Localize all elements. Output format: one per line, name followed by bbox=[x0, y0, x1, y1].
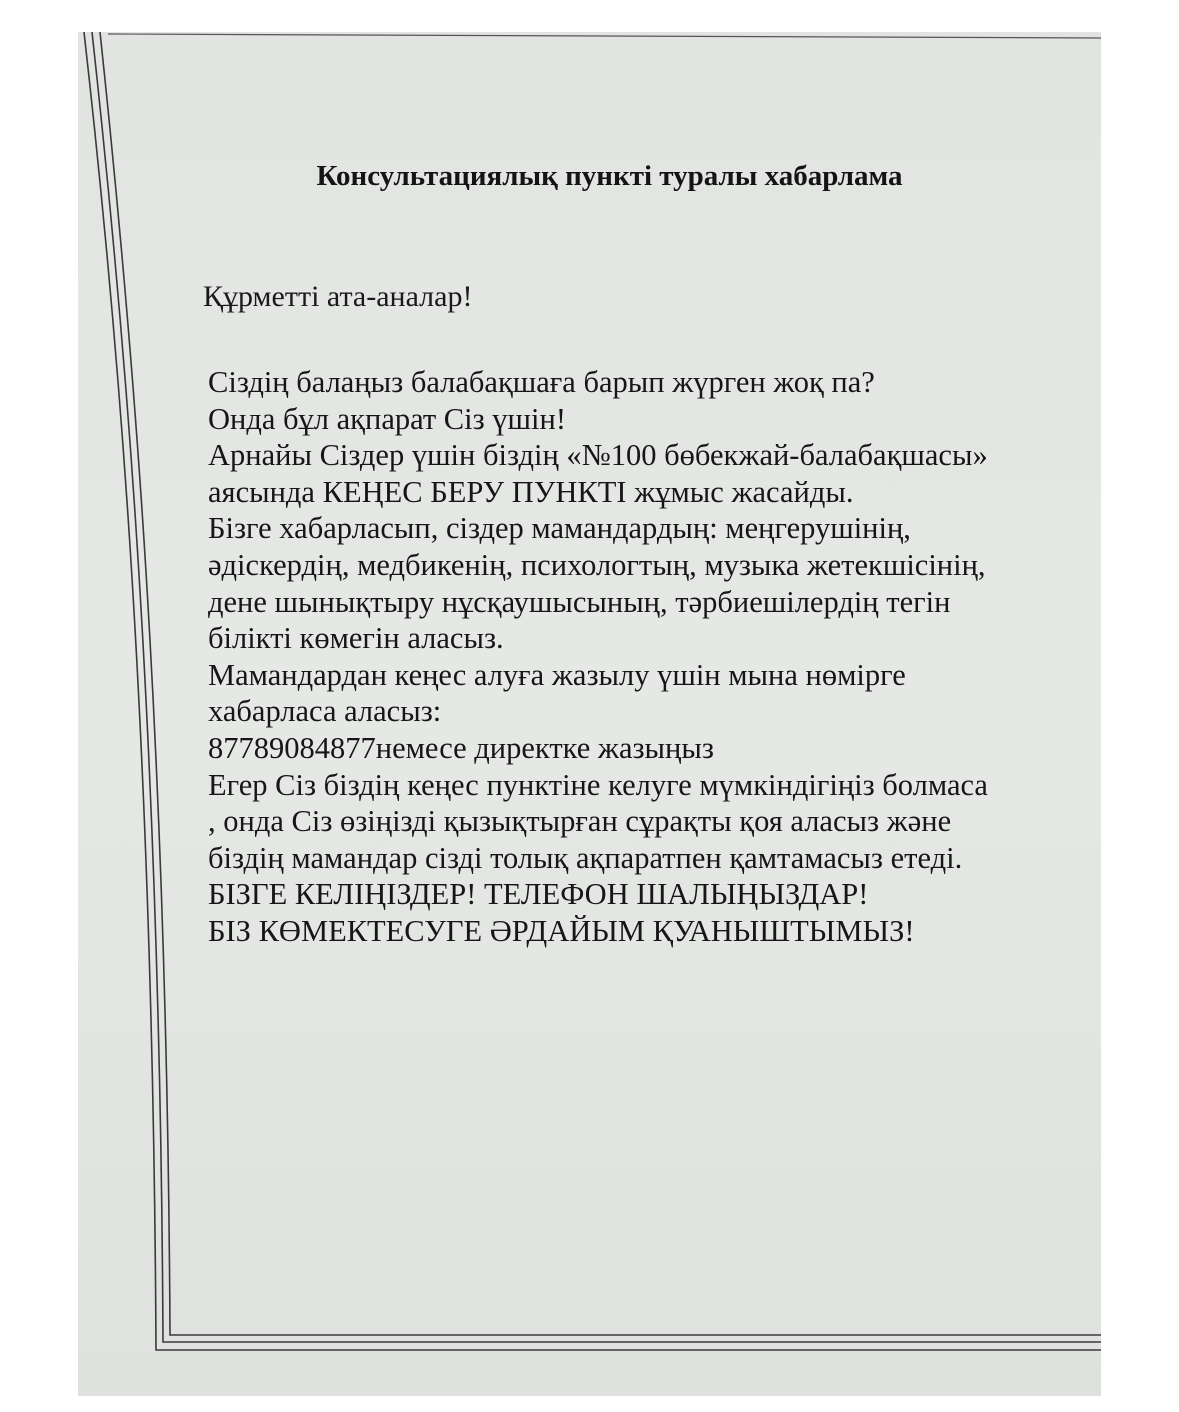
document-body bbox=[208, 364, 988, 950]
closing-line: БІЗ КӨМЕКТЕСУГЕ ӘРДАЙЫМ ҚУАНЫШТЫМЫЗ! bbox=[208, 913, 915, 948]
body-line: Бізге хабарласып, сіздер мамандардың: меңгерушінің, bbox=[208, 511, 911, 546]
body-line: Егер Сіз біздің кеңес пунктіне келуге мүмкіндігіңіз болмаса bbox=[208, 767, 988, 802]
body-line: аясында КЕҢЕС БЕРУ ПУНКТІ жұмыс жасайды. bbox=[208, 474, 854, 509]
body-line: хабарласа аласыз: bbox=[208, 694, 442, 729]
body-line: Мамандардан кеңес алуға жазылу үшін мына нөмірге bbox=[208, 657, 906, 692]
body-line: Арнайы Сіздер үшін біздің «№100 бөбекжай-балабақшасы» bbox=[208, 438, 988, 473]
body-line: білікті көмегін аласыз. bbox=[208, 621, 504, 656]
body-line: әдіскердің, медбикенің, психологтың, музыка жетекшісінің, bbox=[208, 547, 986, 582]
closing-line: БІЗГЕ КЕЛІҢІЗДЕР! ТЕЛЕФОН ШАЛЫҢЫЗДАР! bbox=[208, 877, 869, 912]
phone-line: 87789084877немесе директке жазыңыз bbox=[208, 730, 714, 765]
body-line: дене шынықтыру нұсқаушысының, тәрбиешілердің тегін bbox=[208, 584, 951, 619]
greeting: Құрметті ата-аналар! bbox=[203, 280, 473, 313]
body-line: Онда бұл ақпарат Сіз үшін! bbox=[208, 401, 566, 436]
body-line: Сіздің балаңыз балабақшаға барып жүрген жоқ па? bbox=[208, 365, 875, 399]
body-line: , онда Сіз өзіңізді қызықтырған сұрақты қоя аласыз және bbox=[208, 804, 952, 839]
document-title: Консультациялық пункті туралы хабарлама bbox=[316, 160, 903, 192]
body-line: біздің мамандар сізді толық ақпаратпен қамтамасыз етеді. bbox=[208, 840, 963, 875]
paper-sheet bbox=[78, 32, 1101, 1396]
